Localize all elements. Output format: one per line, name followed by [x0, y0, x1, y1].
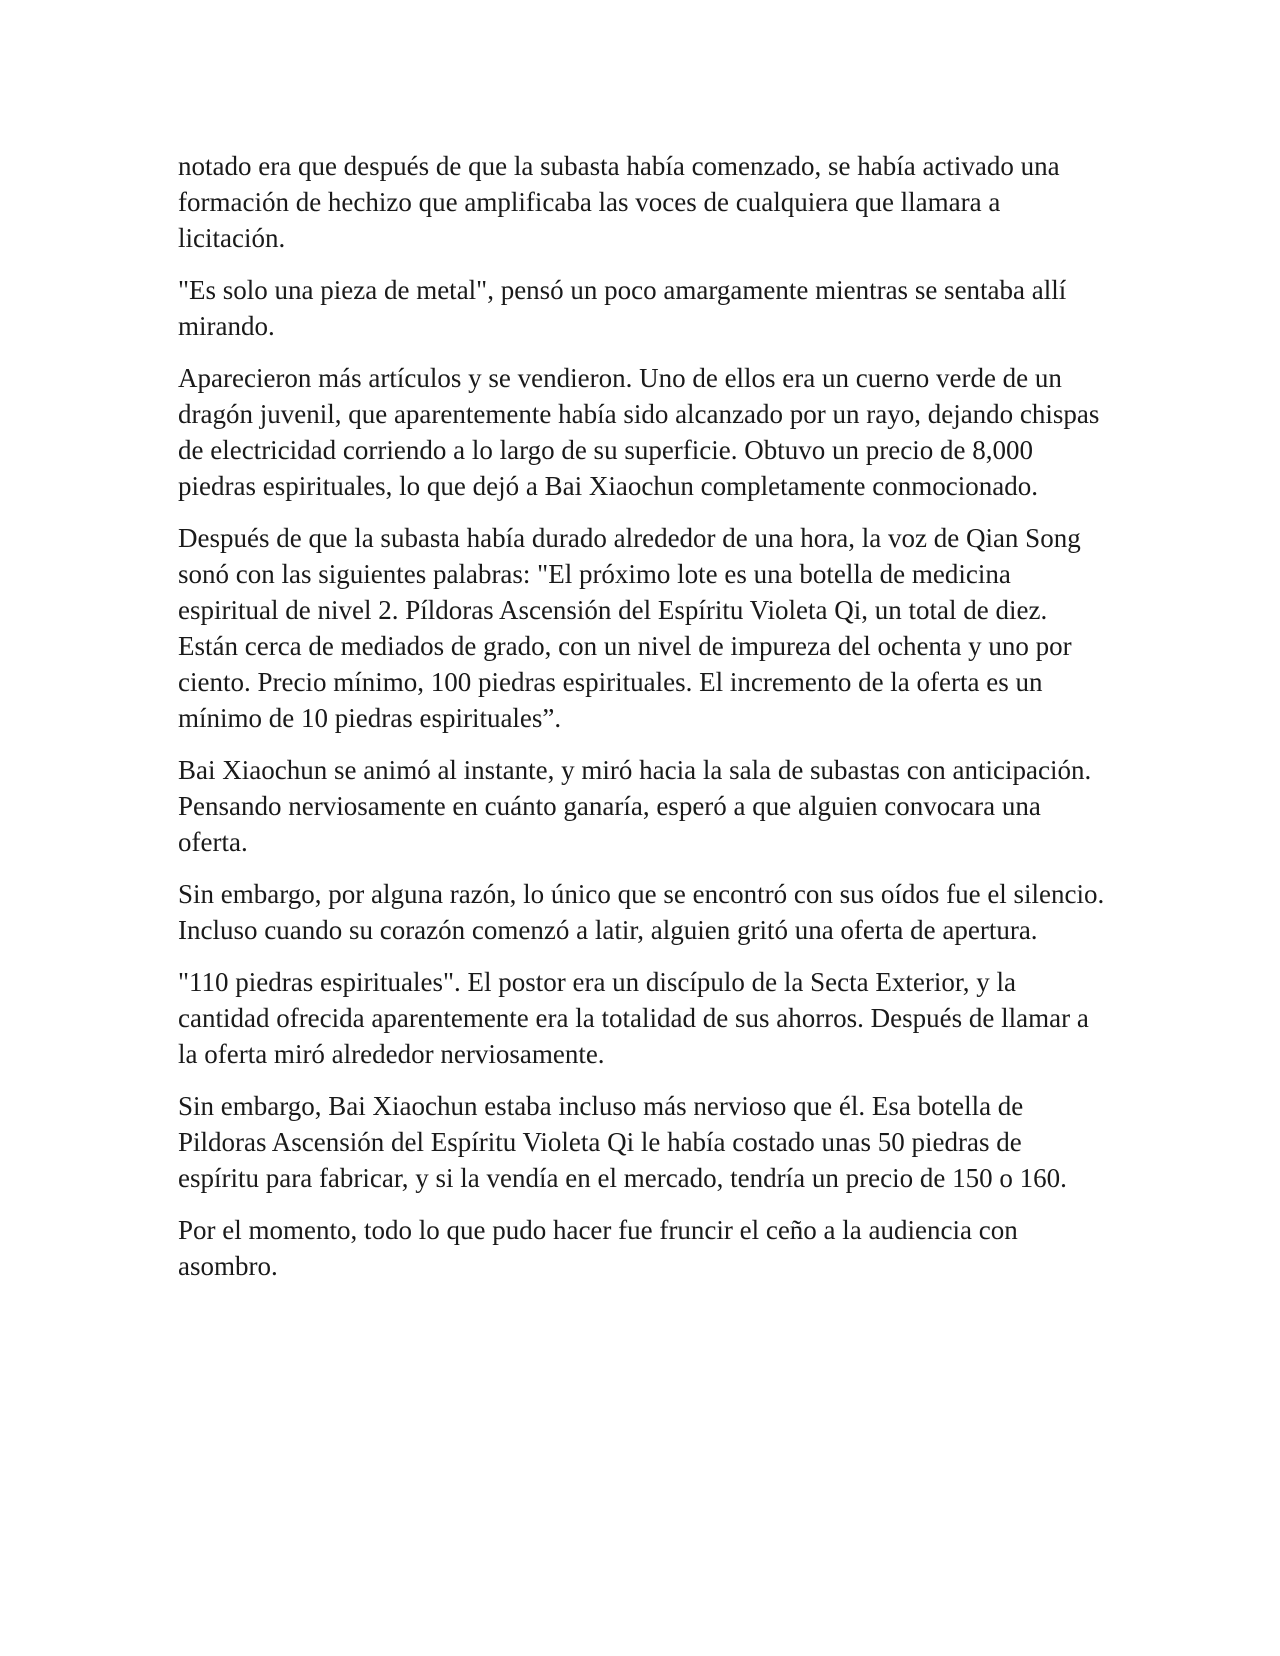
paragraph: Sin embargo, Bai Xiaochun estaba incluso más nervioso que él. Esa botella de Pildoras Ascensión del Espíritu Violeta Qi le había costado unas 50 piedras de espíritu para fabricar, y si la vendía en el mercado, tendría un precio de 150 o 160.: [178, 1091, 1067, 1193]
document-body: [178, 148, 1108, 1300]
paragraph: "Es solo una pieza de metal", pensó un poco amargamente mientras se sentaba allí mirando.: [178, 275, 1067, 341]
paragraph: notado era que después de que la subasta había comenzado, se había activado una formación de hechizo que amplificaba las voces de cualquiera que llamara a licitación.: [178, 151, 1060, 253]
paragraph: Bai Xiaochun se animó al instante, y miró hacia la sala de subastas con anticipación. Pensando nerviosamente en cuánto ganaría, esperó a que alguien convocara una oferta.: [178, 755, 1092, 857]
paragraph: Después de que la subasta había durado alrededor de una hora, la voz de Qian Song sonó con las siguientes palabras: "El próximo lote es una botella de medicina espiritual de nivel 2. Píldoras Ascensión del Espíritu Violeta Qi, un total de diez. Están cerca de mediados de grado, con un nivel de impureza del ochenta y uno por ciento. Precio mínimo, 100 piedras espirituales. El incremento de la oferta es un mínimo de 10 piedras espirituales”.: [178, 523, 1081, 733]
paragraph: Aparecieron más artículos y se vendieron. Uno de ellos era un cuerno verde de un dragón juvenil, que aparentemente había sido alcanzado por un rayo, dejando chispas de electricidad corriendo a lo largo de su superficie. Obtuvo un precio de 8,000 piedras espirituales, lo que dejó a Bai Xiaochun completamente conmocionado.: [178, 363, 1100, 501]
paragraph: "110 piedras espirituales". El postor era un discípulo de la Secta Exterior, y la cantidad ofrecida aparentemente era la totalidad de sus ahorros. Después de llamar a la oferta miró alrededor nerviosamente.: [178, 967, 1089, 1069]
paragraph: Por el momento, todo lo que pudo hacer fue fruncir el ceño a la audiencia con asombro.: [178, 1215, 1018, 1281]
paragraph: Sin embargo, por alguna razón, lo único que se encontró con sus oídos fue el silencio. Incluso cuando su corazón comenzó a latir, alguien gritó una oferta de apertura.: [178, 879, 1105, 945]
